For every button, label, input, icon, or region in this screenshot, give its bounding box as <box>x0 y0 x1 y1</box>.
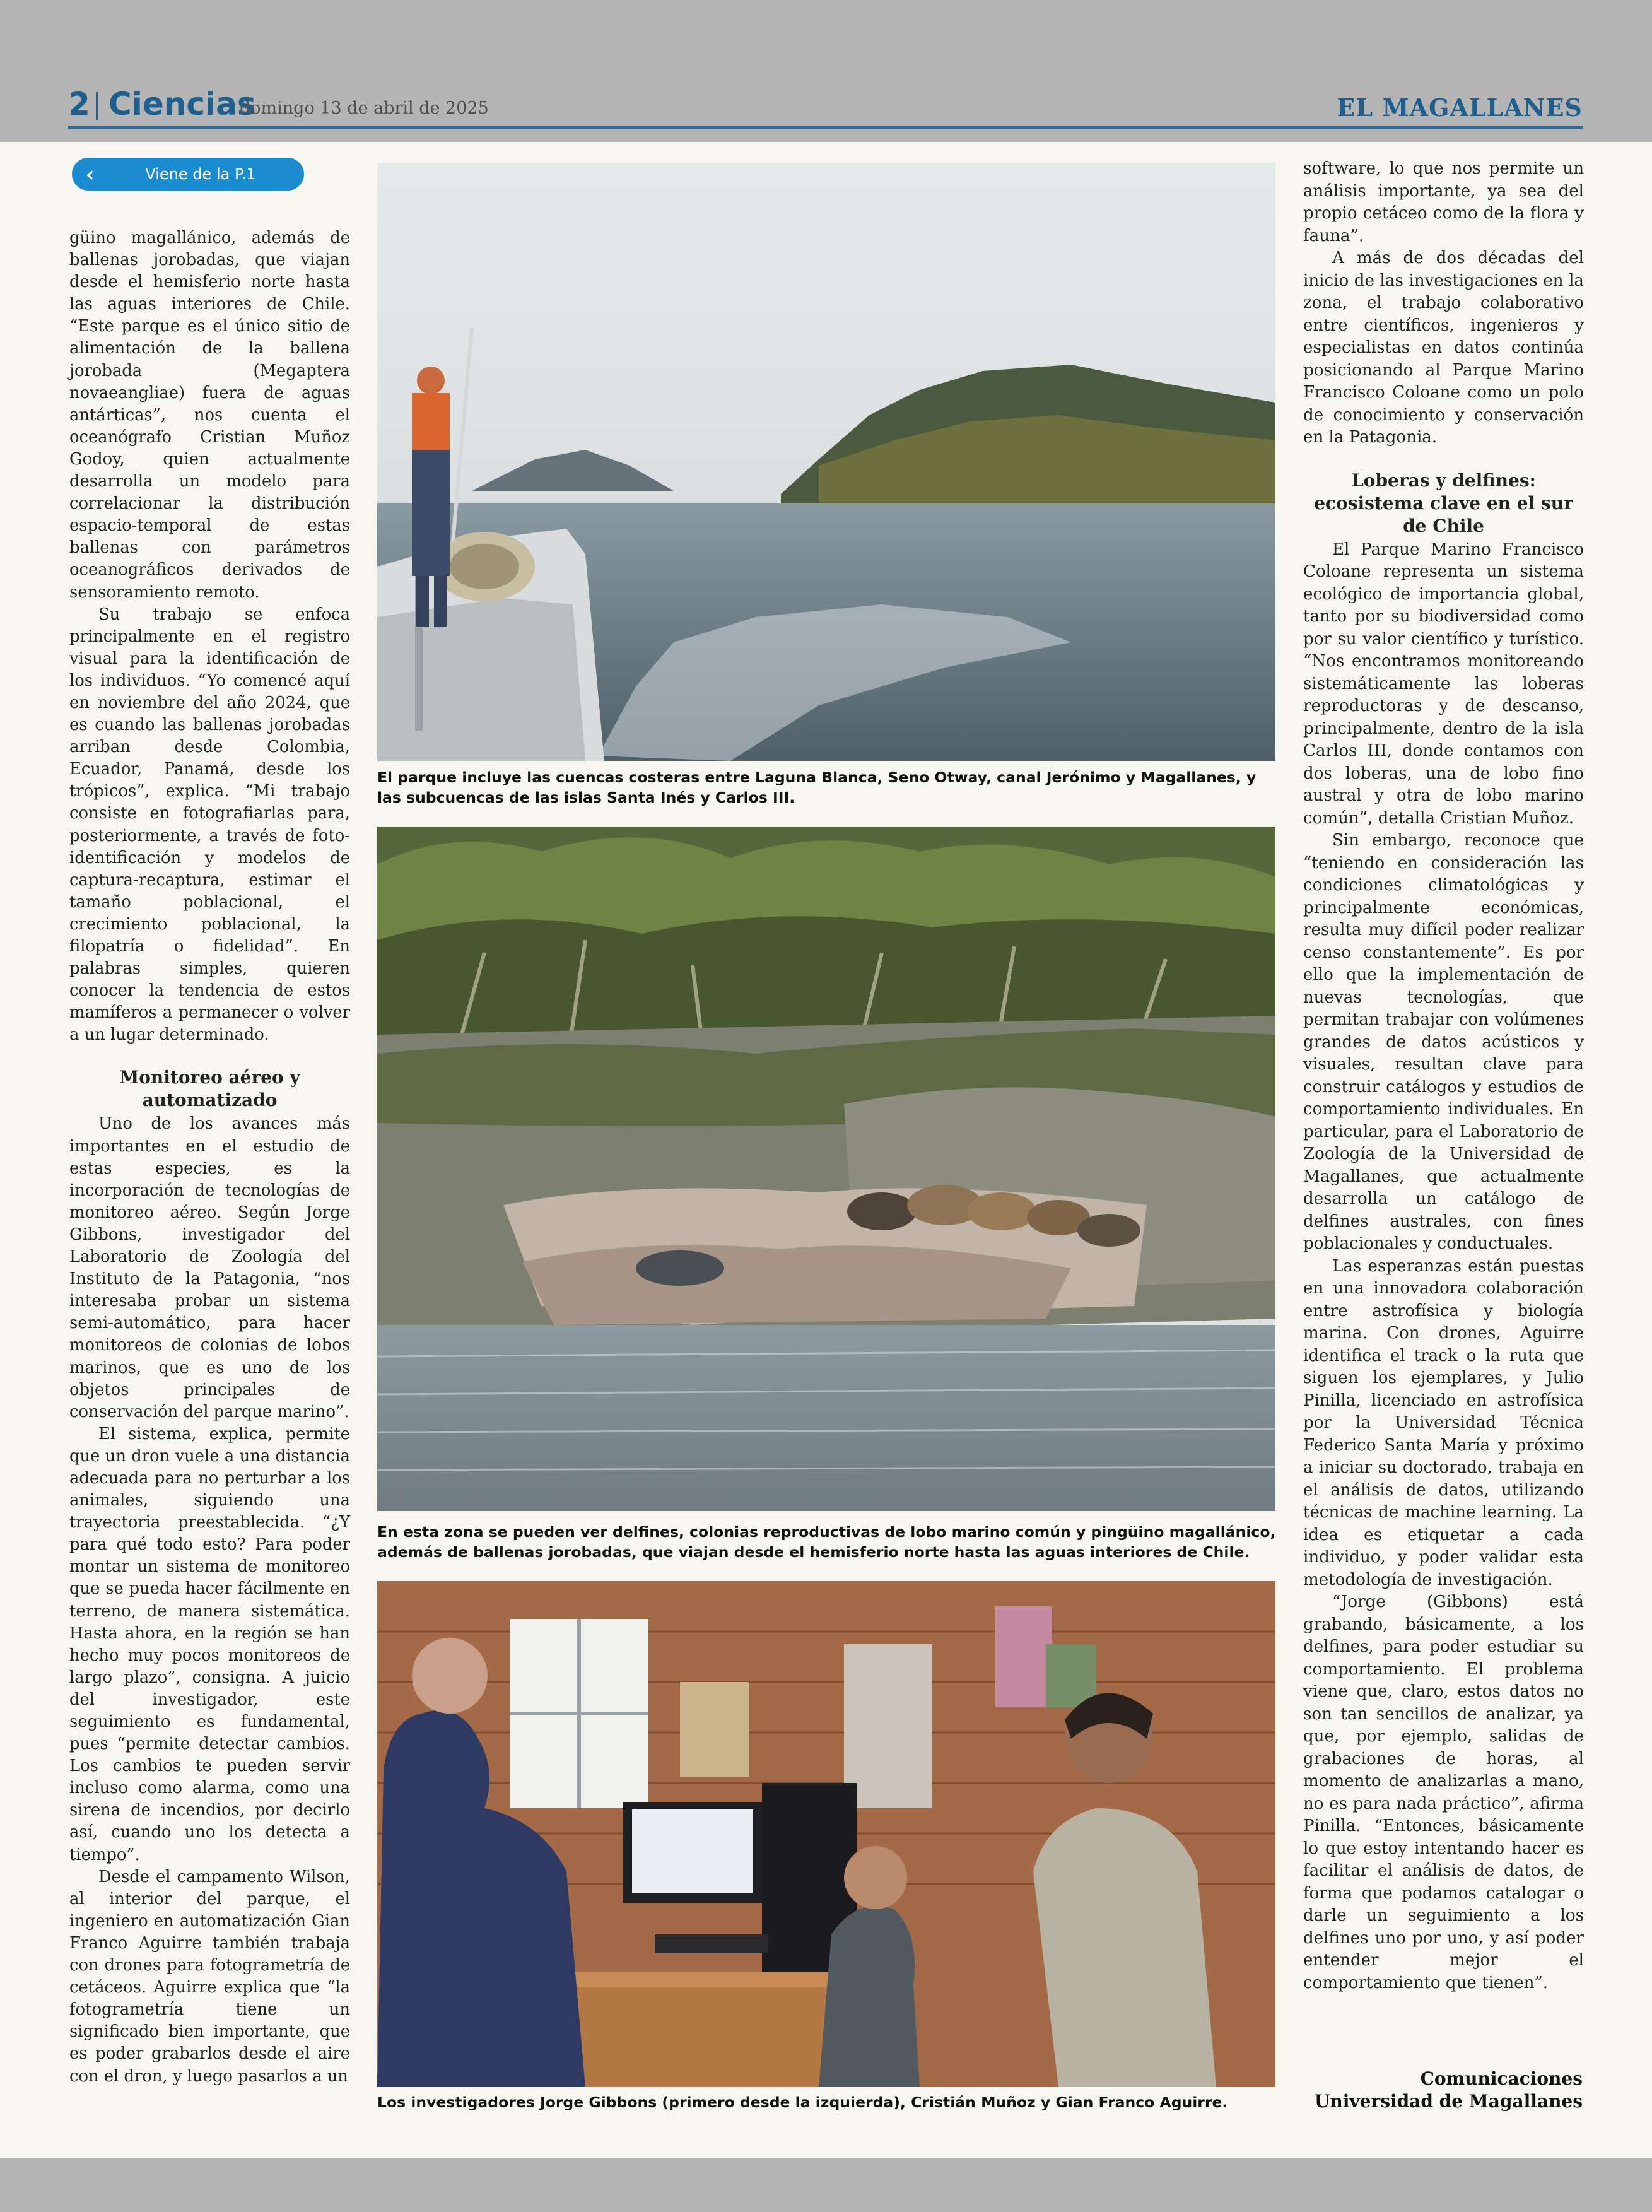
header-separator <box>96 92 98 120</box>
photo-sea-lion-colony <box>377 827 1275 1511</box>
subheading-aerial-monitoring: Monitoreo aéreo y automatizado <box>119 1067 300 1111</box>
paragraph: Desde el campamento Wilson, al interior del parque, el ingeniero en automatización Gian Franco Aguirre también trabaja con drones para fotogrametría de cetáceos. Aguirre explica que “la fotogrametría tiene un significado bien importante, que es poder grabarlos desde el aire con el dron, y luego pasarlos a un <box>69 1867 350 2086</box>
issue-date: domingo 13 de abril de 2025 <box>240 98 489 118</box>
newspaper-brand: EL MAGALLANES <box>1337 93 1583 122</box>
header-rule <box>68 126 1583 129</box>
article-column-right <box>1303 158 1584 1994</box>
paragraph: “Jorge (Gibbons) está grabando, básicamente, a los delfines, para poder estudiar su comportamiento. El problema viene que, claro, estos datos no son tan sencillos de analizar, ya que, por ejemplo, salidas de grabaciones de horas, al momento de analizarlas a mano, no es para nada práctico”, afirma Pinilla. “Entonces, básicamente lo que estoy intentando hacer es facilitar el análisis de datos, de forma que podamos catalogar o darle un seguimiento a los delfines uno por uno, y así poder entender mejor el comportamiento que tienen”. <box>1303 1592 1584 1992</box>
author-credit-line1: Comunicaciones <box>1420 2068 1583 2089</box>
photo-caption: En esta zona se pueden ver delfines, colonias reproductivas de lobo marino común y pingüino magallánico, además de ballenas jorobadas, que viajan desde el hemisferio norte hasta las aguas interiores de Chile. <box>377 1523 1276 1561</box>
article-column-left <box>69 227 350 2088</box>
author-credit-line2: Universidad de Magallanes <box>1314 2091 1583 2112</box>
paragraph: Las esperanzas están puestas en una innovadora colaboración entre astrofísica y biología marina. Con drones, Aguirre identifica el track o la ruta que siguen los ejemplares, y Julio Pinilla, licenciado en astrofísica por la Universidad Técnica Federico Santa María y próximo a iniciar su doctorado, trabaja en el análisis de datos, utilizando técnicas de machine learning. La idea es etiquetar a cada individuo, y poder validar esta metodología de investigación. <box>1303 1256 1584 1589</box>
paragraph: El sistema, explica, permite que un dron vuele a una distancia adecuada para no perturbar a los animales, siguiendo una trayectoria preestablecida. “¿Y para qué todo esto? Para poder montar un sistema de monitoreo que se pueda hacer fácilmente en terreno, de manera sistemática. Hasta ahora, en la región se han hecho muy pocos monitoreos de largo plazo”, consigna. A juicio del investigador, este seguimiento es fundamental, pues “permite detectar cambios. Los cambios te pueden servir incluso como alarma, como una sirena de incendios, por decirlo así, cuando uno los detecta a tiempo”. <box>69 1424 350 1864</box>
paragraph: Su trabajo se enfoca principalmente en el registro visual para la identificación de los individuos. “Yo comencé aquí en noviembre del año 2024, que es cuando las ballenas jorobadas arriban desde Colombia, Ecuador, Panamá, desde los trópicos”, explica. “Mi trabajo consiste en fotografiarlas para, posteriormente, a través de foto-identificación y modelos de captura-recaptura, estimar el tamaño poblacional, el crecimiento poblacional, la filopatría o fidelidad”. En palabras simples, quieren conocer la tendencia de estos mamíferos a permanecer o volver a un lugar determinado. <box>69 604 350 1045</box>
subheading-loberas-delfines: Loberas y delfines: ecosistema clave en el sur de Chile <box>1314 469 1573 536</box>
chevron-left-icon: ‹ <box>86 162 95 186</box>
paragraph: güino magallánico, además de ballenas jorobadas, que viajan desde el hemisferio norte hasta las aguas interiores de Chile. “Este parque es el único sitio de alimentación de la ballena jorobada (Megaptera novaeangliae) fuera de aguas antárticas”, nos cuenta el oceanógrafo Cristian Muñoz Godoy, quien actualmente desarrolla un modelo para correlacionar la distribución espacio-temporal de estas ballenas con parámetros oceanográficos derivados de sensoramiento remoto. <box>69 228 350 602</box>
paragraph: Sin embargo, reconoce que “teniendo en consideración las condiciones climatológicas y principalmente económicas, resulta muy difícil poder realizar censo constantemente”. Es por ello que la implementación de nuevas tecnologías, que permitan trabajar con volúmenes grandes de datos acústicos y visuales, resultan clave para construir catálogos y estudios de comportamiento individuales. En particular, para el Laboratorio de Zoología de la Universidad de Magallanes, que actualmente desarrolla un catálogo de delfines australes, con fines poblacionales y conductuales. <box>1303 831 1584 1253</box>
bottom-margin <box>0 2158 1652 2212</box>
photo-caption: El parque incluye las cuencas costeras entre Laguna Blanca, Seno Otway, canal Jerónimo y Magallanes, y las subcuencas de las islas Santa Inés y Carlos III. <box>377 768 1257 806</box>
photo-boat-channel <box>377 163 1275 761</box>
paragraph: A más de dos décadas del inicio de las investigaciones en la zona, el trabajo colaborativo entre científicos, ingenieros y especialistas en datos continúa posicionando al Parque Marino Francisco Coloane como un polo de conocimiento y conservación en la Patagonia. <box>1303 249 1584 447</box>
paragraph: El Parque Marino Francisco Coloane representa un sistema ecológico de importancia global, tanto por su biodiversidad como por su valor científico y turístico. “Nos encontramos monitoreando sistemáticamente las loberas reproductoras y de descanso, principalmente, dentro de la isla Carlos III, donde contamos con dos loberas, una de lobo fino austral y otra de lobo marino común”, detalla Cristian Muñoz. <box>1303 539 1584 828</box>
page-number: 2 <box>68 86 90 122</box>
continued-from-badge <box>72 158 304 191</box>
photo-caption: Los investigadores Jorge Gibbons (primero desde la izquierda), Cristián Muñoz y Gian Franco Aguirre. <box>377 2093 1228 2111</box>
paragraph: software, lo que nos permite un análisis importante, ya sea del propio cetáceo como de la flora y fauna”. <box>1303 159 1584 245</box>
paragraph: Uno de los avances más importantes en el estudio de estas especies, es la incorporación de tecnologías de monitoreo aéreo. Según Jorge Gibbons, investigador del Laboratorio de Zoología del Instituto de la Patagonia, “nos interesaba probar un sistema semi-automático, para hacer monitoreos de colonias de lobos marinos, que es uno de los objetos principales de conservación del parque marino”. <box>69 1114 350 1421</box>
continued-from-label: Viene de la P.1 <box>145 165 256 183</box>
section-title: Ciencias <box>108 86 256 122</box>
photo-researchers-office <box>377 1581 1275 2087</box>
